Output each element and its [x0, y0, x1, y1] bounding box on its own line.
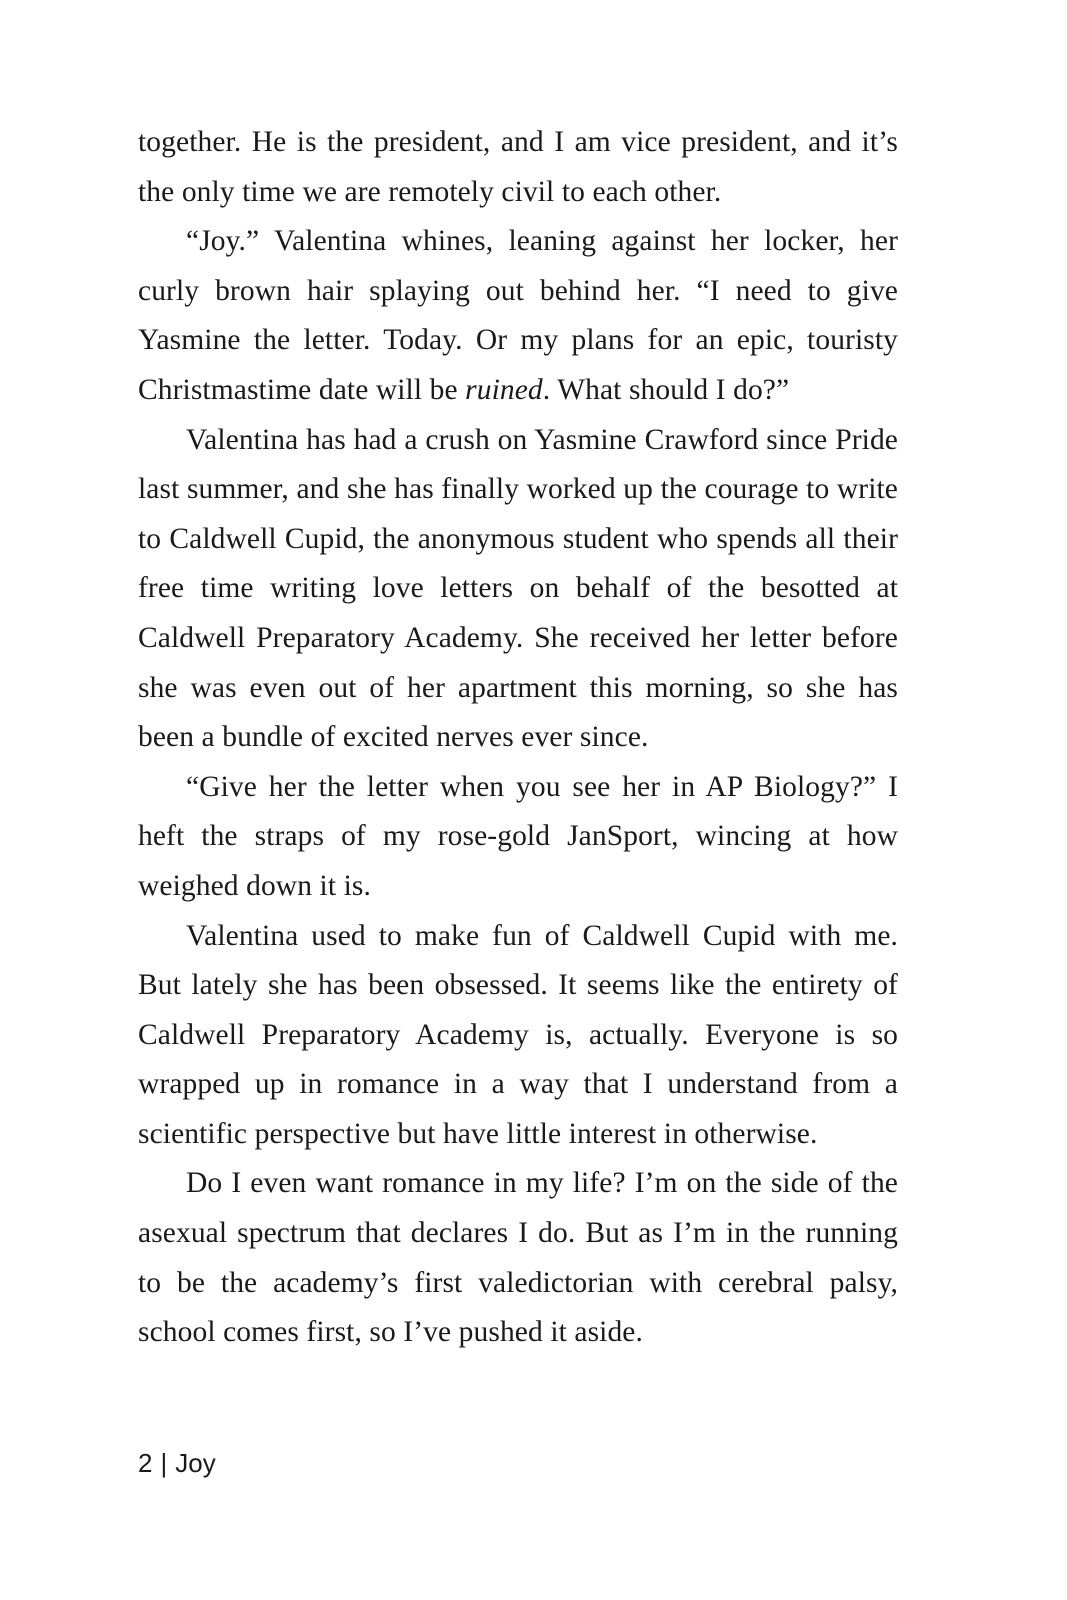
paragraph — [138, 118, 898, 217]
paragraph-text: Valentina has had a crush on Yasmine Crawford since Pride last summer, and she has finally worked up the courage to write to Caldwell Cupid, the anonymous student who spends all their free time writing love letters on behalf of the besotted at Caldwell Preparatory Academy. She received her letter before she was even out of her apartment this morning, so she has been a bundle of excited nerves ever since. — [138, 423, 898, 754]
running-head: Joy — [175, 1448, 216, 1478]
paragraph-text: . What should I do?” — [542, 373, 790, 406]
paragraph — [138, 416, 898, 763]
paragraph — [138, 763, 898, 912]
paragraph — [138, 912, 898, 1160]
paragraph — [138, 1159, 898, 1357]
body-text — [138, 118, 898, 1358]
paragraph-text: “Joy.” Valentina whines, leaning against her locker, her curly brown hair splaying out behind her. “I need to give Yasmine the letter. Today. Or my plans for an epic, touristy Christmastime date will be — [138, 225, 898, 406]
italic-text: ruined — [465, 373, 543, 406]
paragraph — [138, 217, 898, 415]
paragraph-text: “Give her the letter when you see her in AP Biology?” I heft the straps of my rose-gold JanSport, wincing at how weighed down it is. — [138, 770, 898, 902]
page-number: 2 — [138, 1448, 153, 1478]
page-footer — [138, 1446, 216, 1480]
paragraph-text: Do I even want romance in my life? I’m on the side of the asexual spectrum that declares I do. But as I’m in the running to be the academy’s first valedictorian with cerebral palsy, school comes first, so I’ve pushed it aside. — [138, 1167, 898, 1349]
footer-separator: | — [160, 1448, 168, 1478]
paragraph-text: Valentina used to make fun of Caldwell Cupid with me. But lately she has been obsessed. It seems like the entirety of Caldwell Preparatory Academy is, actually. Everyone is so wrapped up in romance in a way that I understand from a scientific perspective but have little interest in otherwise. — [138, 919, 898, 1150]
paragraph-text: together. He is the president, and I am vice president, and it’s the only time we are remotely civil to each other. — [138, 126, 898, 208]
